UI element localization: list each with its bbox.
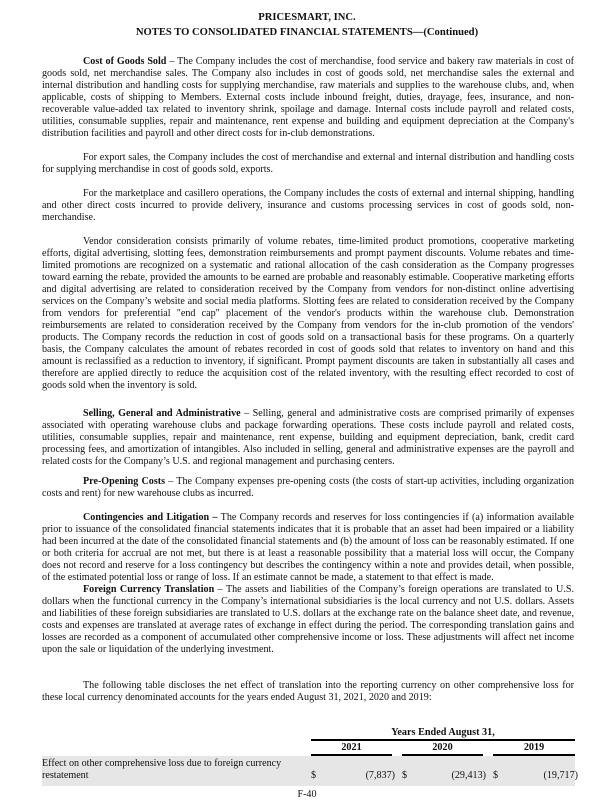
paragraph-heading: Pre-Opening Costs [83,476,166,487]
paragraph-marketplace [42,188,574,224]
table-row [42,756,578,786]
paragraph-body: Vendor consideration consists primarily of volume rebates, time-limited product promotions, cooperative marketing efforts, digital advertising, slotting fees, demonstration reimbursements and prompt payment discounts. Volume rebates and time-limited promotions are recognized on a systematic and rational allocation of the cash consideration as the Company progresses toward earning the rebate, provided the amounts to be earned are probable and reasonably estimable. Cooperative marketing efforts and digital advertising are related to consideration received by the Company from vendors for non-distinct online advertising services on the Company’s website and social media platforms. Slotting fees are related to consideration received by the Company from vendors for preferential "end cap" placement of the vendor's products within the warehouse club. Demonstration reimbursements are related to consideration received by the Company from vendors for the in-club promotion of the vendors' products. The Company records the reduction in cost of goods sold on a transactional basis for these programs. On a quarterly basis, the Company calculates the amount of rebates recorded in cost of goods sold that relates to inventory on hand and this amount is reclassified as a reduction to inventory, if significant. Prompt payment discounts are taken in substantially all cases and therefore are applied directly to reduce the acquisition cost of the related inventory, with the resulting effect recorded to cost of goods sold when the inventory is sold. [42,236,574,391]
paragraph-body: For the marketplace and casillero operations, the Company includes the costs of external and internal shipping, handling and other direct costs incurred to provide delivery, insurance and customs processing services in cost of goods sold, non-merchandise. [42,188,574,223]
paragraph-heading: Contingencies and Litigation – [83,512,218,523]
paragraph-table-intro [42,680,574,704]
paragraph-body: – The assets and liabilities of the Company’s foreign operations are translated to U.S. dollars when the functional currency in the Company’s international subsidiaries is the local currency and not U.S. dollars. Assets and liabilities of these foreign subsidiaries are translated to U.S. dollars at the exchange rate on the balance sheet date, and revenue, costs and expenses are translated at average rates of exchange in effect during the period. The corresponding translation gains and losses are recorded as a component of accumulated other comprehensive income or loss. These adjustments will affect net income upon the sale or liquidation of the underlying investment. [42,584,574,655]
paragraph-body: The Company records and reserves for loss contingencies if (a) information available prior to issuance of the consolidated financial statements indicates that it is probable that an asset had been impaired or a liability had been incurred at the date of the consolidated financial statements and (b) the amount of loss can be reasonably estimated. If one or both criteria for accrual are not met, but there is at least a reasonable possibility that a material loss will occur, the Company does not record and reserve for a loss contingency but describes the contingency within a note and provides detail, when possible, of the estimated potential loss or range of loss. If an estimate cannot be made, a statement to that effect is made. [42,512,574,583]
paragraph-body: For export sales, the Company includes the cost of merchandise and external and internal distribution and handling costs for supplying merchandise in cost of goods sold, exports. [42,152,574,175]
currency-symbol: $ [493,770,499,781]
paragraph-body: – The Company includes the cost of merchandise, food service and bakery raw materials in cost of goods sold, net merchandise sales. The Company also includes in cost of goods sold, net merchandise sales the external and internal distribution and handling costs for supplying merchandise, raw materials and supplies to the warehouse clubs, and, when applicable, costs of shipping to Members. External costs include inbound freight, duties, drayage, fees, insurance, and non-recoverable value-added tax related to inventory shrink, spoilage and damage. Internal costs include payroll and related costs, utilities, consumable supplies, repair and maintenance, rent expense and building and equipment depreciation at the Company's distribution facilities and payroll and other direct costs for in-club demonstrations. [42,56,575,139]
paragraph-pre-opening [42,476,574,500]
row-label: Effect on other comprehensive loss due to foreign currency restatement [42,758,282,781]
paragraph-body: – The Company expenses pre-opening costs (the costs of start-up activities, including organization costs and rent) for new warehouse clubs as incurred. [42,476,575,499]
value-2020: (29,413) [451,770,486,781]
currency-symbol: $ [311,770,317,781]
paragraph-heading: Foreign Currency Translation [83,584,215,595]
company-name: PRICESMART, INC. [258,12,356,23]
paragraph-foreign-currency [42,584,574,656]
paragraph-heading: Selling, General and Administrative [83,408,241,419]
paragraph-export-sales [42,152,574,176]
value-2021: (7,837) [365,770,395,781]
paragraph-body: – Selling, general and administrative costs are comprised primarily of expenses associated with operating warehouse clubs and package forwarding operations. These costs include payroll and related costs, utilities, consumable supplies, repair and maintenance, rent expense, building and equipment depreciation, bank, credit card processing fees, and amortization of intangibles. Also included in selling, general and administrative expenses are the payroll and related costs for the Company’s U.S. and regional management and purchasing centers. [42,408,574,467]
page-number: F-40 [297,789,317,800]
column-header-2020: 2020 [432,742,453,753]
paragraph-body: The following table discloses the net effect of translation into the reporting currency on other comprehensive loss for these local currency denominated accounts for the years ended August 31, 2021, 2020 and 2019: [42,680,574,703]
value-2019: (19,717) [543,770,578,781]
column-header-2019: 2019 [523,742,545,753]
header-rule [311,739,575,741]
paragraph-heading: Cost of Goods Sold [83,56,167,67]
page-title: NOTES TO CONSOLIDATED FINANCIAL STATEMENTS—(Continued) [135,27,479,38]
table-group-header: Years Ended August 31, [391,727,495,738]
currency-symbol: $ [402,770,408,781]
paragraph-contingencies [42,512,574,584]
paragraph-cost-of-goods-sold [42,56,574,140]
column-header-2021: 2021 [341,742,362,753]
paragraph-sga [42,408,574,468]
paragraph-vendor-consideration [42,236,574,392]
